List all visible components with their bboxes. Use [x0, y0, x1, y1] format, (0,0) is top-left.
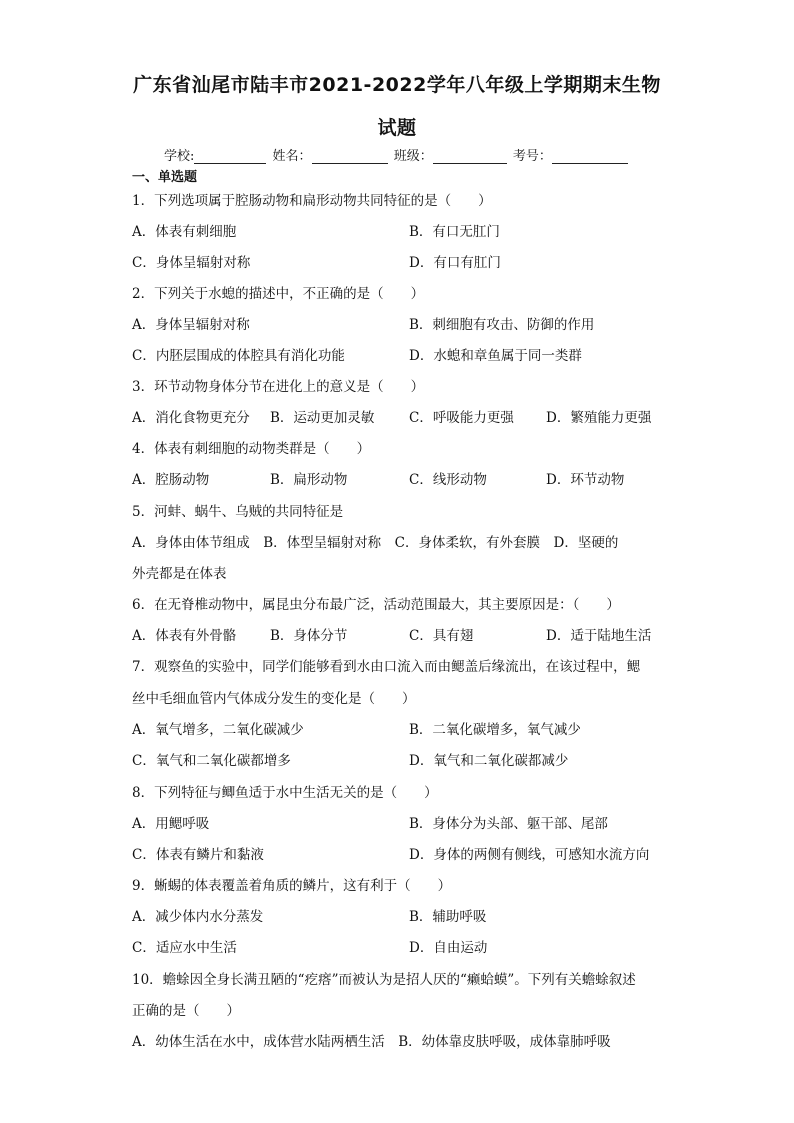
question-6-option-a: A．体表有外骨骼: [132, 628, 237, 644]
question-4-option-a: A．腔肠动物: [132, 472, 210, 488]
question-7-option-a: A．氧气增多，二氧化碳减少: [132, 722, 304, 738]
question-9-option-b: B．辅助呼吸: [409, 909, 487, 925]
question-3-option-d: D．繁殖能力更强: [546, 410, 652, 426]
question-4-option-b: B．扁形动物: [270, 472, 348, 488]
question-3-option-b: B．运动更加灵敏: [270, 410, 375, 426]
question-3-stem: 3．环节动物身体分节在进化上的意义是（ ）: [132, 379, 425, 395]
question-10-options: A．幼体生活在水中，成体营水陆两栖生活 B．幼体靠皮肤呼吸，成体靠肺呼吸: [132, 1034, 611, 1050]
question-3-option-c: C．呼吸能力更强: [409, 410, 514, 426]
number-blank: [552, 149, 628, 164]
question-1-stem: 1．下列选项属于腔肠动物和扁形动物共同特征的是（ ）: [132, 193, 492, 209]
question-8-option-c: C．体表有鳞片和黏液: [132, 847, 264, 863]
question-7-option-d: D．氧气和二氧化碳都减少: [409, 753, 569, 769]
question-8-option-d: D．身体的两侧有侧线，可感知水流方向: [409, 847, 650, 863]
question-8-stem: 8．下列特征与鲫鱼适于水中生活无关的是（ ）: [132, 785, 438, 801]
name-blank: [312, 149, 388, 164]
class-blank: [433, 149, 507, 164]
question-2-option-b: B．刺细胞有攻击、防御的作用: [409, 317, 595, 333]
question-4-stem: 4．体表有刺细胞的动物类群是（ ）: [132, 441, 371, 457]
question-1-option-a: A．体表有刺细胞: [132, 224, 237, 240]
question-6-option-b: B．身体分节: [270, 628, 348, 644]
question-1-option-d: D．有口有肛门: [409, 255, 501, 271]
question-8-option-b: B．身体分为头部、躯干部、尾部: [409, 816, 608, 832]
question-8-option-a: A．用鳃呼吸: [132, 816, 210, 832]
school-blank: [194, 149, 266, 164]
question-4-option-d: D．环节动物: [546, 472, 625, 488]
question-4-option-c: C．线形动物: [409, 472, 487, 488]
question-2-option-d: D．水螅和章鱼属于同一类群: [409, 348, 582, 364]
question-7-stem: 7．观察鱼的实验中，同学们能够看到水由口流入而由鳃盖后缘流出，在该过程中，鳃: [132, 659, 641, 675]
name-label: 姓名：: [272, 149, 312, 164]
question-10-stem: 10．蟾蜍因全身长满丑陋的“疙瘩”而被认为是招人厌的“癞蛤蟆”。下列有关蟾蜍叙述: [132, 972, 636, 988]
section-heading: 一、单选题: [132, 170, 198, 185]
question-6-option-d: D．适于陆地生活: [546, 628, 652, 644]
question-9-stem: 9．蜥蜴的体表覆盖着角质的鳞片，这有利于（ ）: [132, 878, 452, 894]
question-2-stem: 2．下列关于水螅的描述中，不正确的是（ ）: [132, 286, 425, 302]
question-2-option-c: C．内胚层围成的体腔具有消化功能: [132, 348, 345, 364]
class-label: 班级：: [393, 149, 433, 164]
student-info-line: [164, 145, 630, 164]
question-7-option-c: C．氧气和二氧化碳都增多: [132, 753, 291, 769]
question-5-options: A．身体由体节组成 B．体型呈辐射对称 C．身体柔软，有外套膜 D．坚硬的: [132, 535, 619, 551]
exam-title: 广东省汕尾市陆丰市2021-2022学年八年级上学期期末生物: [133, 74, 661, 96]
question-5-options-cont: 外壳都是在体表: [132, 566, 227, 582]
question-6-stem: 6．在无脊椎动物中，属昆虫分布最广泛，活动范围最大，其主要原因是：（ ）: [132, 597, 620, 613]
question-1-option-c: C．身体呈辐射对称: [132, 255, 251, 271]
school-label: 学校:: [164, 149, 195, 164]
question-7-stem-cont: 丝中毛细血管内气体成分发生的变化是（ ）: [132, 691, 416, 707]
question-2-option-a: A．身体呈辐射对称: [132, 317, 250, 333]
number-label: 考号：: [512, 149, 552, 164]
question-9-option-d: D．自由运动: [409, 940, 488, 956]
question-3-option-a: A．消化食物更充分: [132, 410, 250, 426]
question-1-option-b: B．有口无肛门: [409, 224, 500, 240]
question-10-stem-cont: 正确的是（ ）: [132, 1003, 240, 1019]
question-5-stem: 5．河蚌、蜗牛、乌贼的共同特征是: [132, 504, 344, 520]
exam-title-cont: 试题: [377, 117, 417, 139]
question-7-option-b: B．二氧化碳增多，氧气减少: [409, 722, 581, 738]
question-9-option-a: A．减少体内水分蒸发: [132, 909, 264, 925]
question-9-option-c: C．适应水中生活: [132, 940, 237, 956]
question-6-option-c: C．具有翅: [409, 628, 474, 644]
